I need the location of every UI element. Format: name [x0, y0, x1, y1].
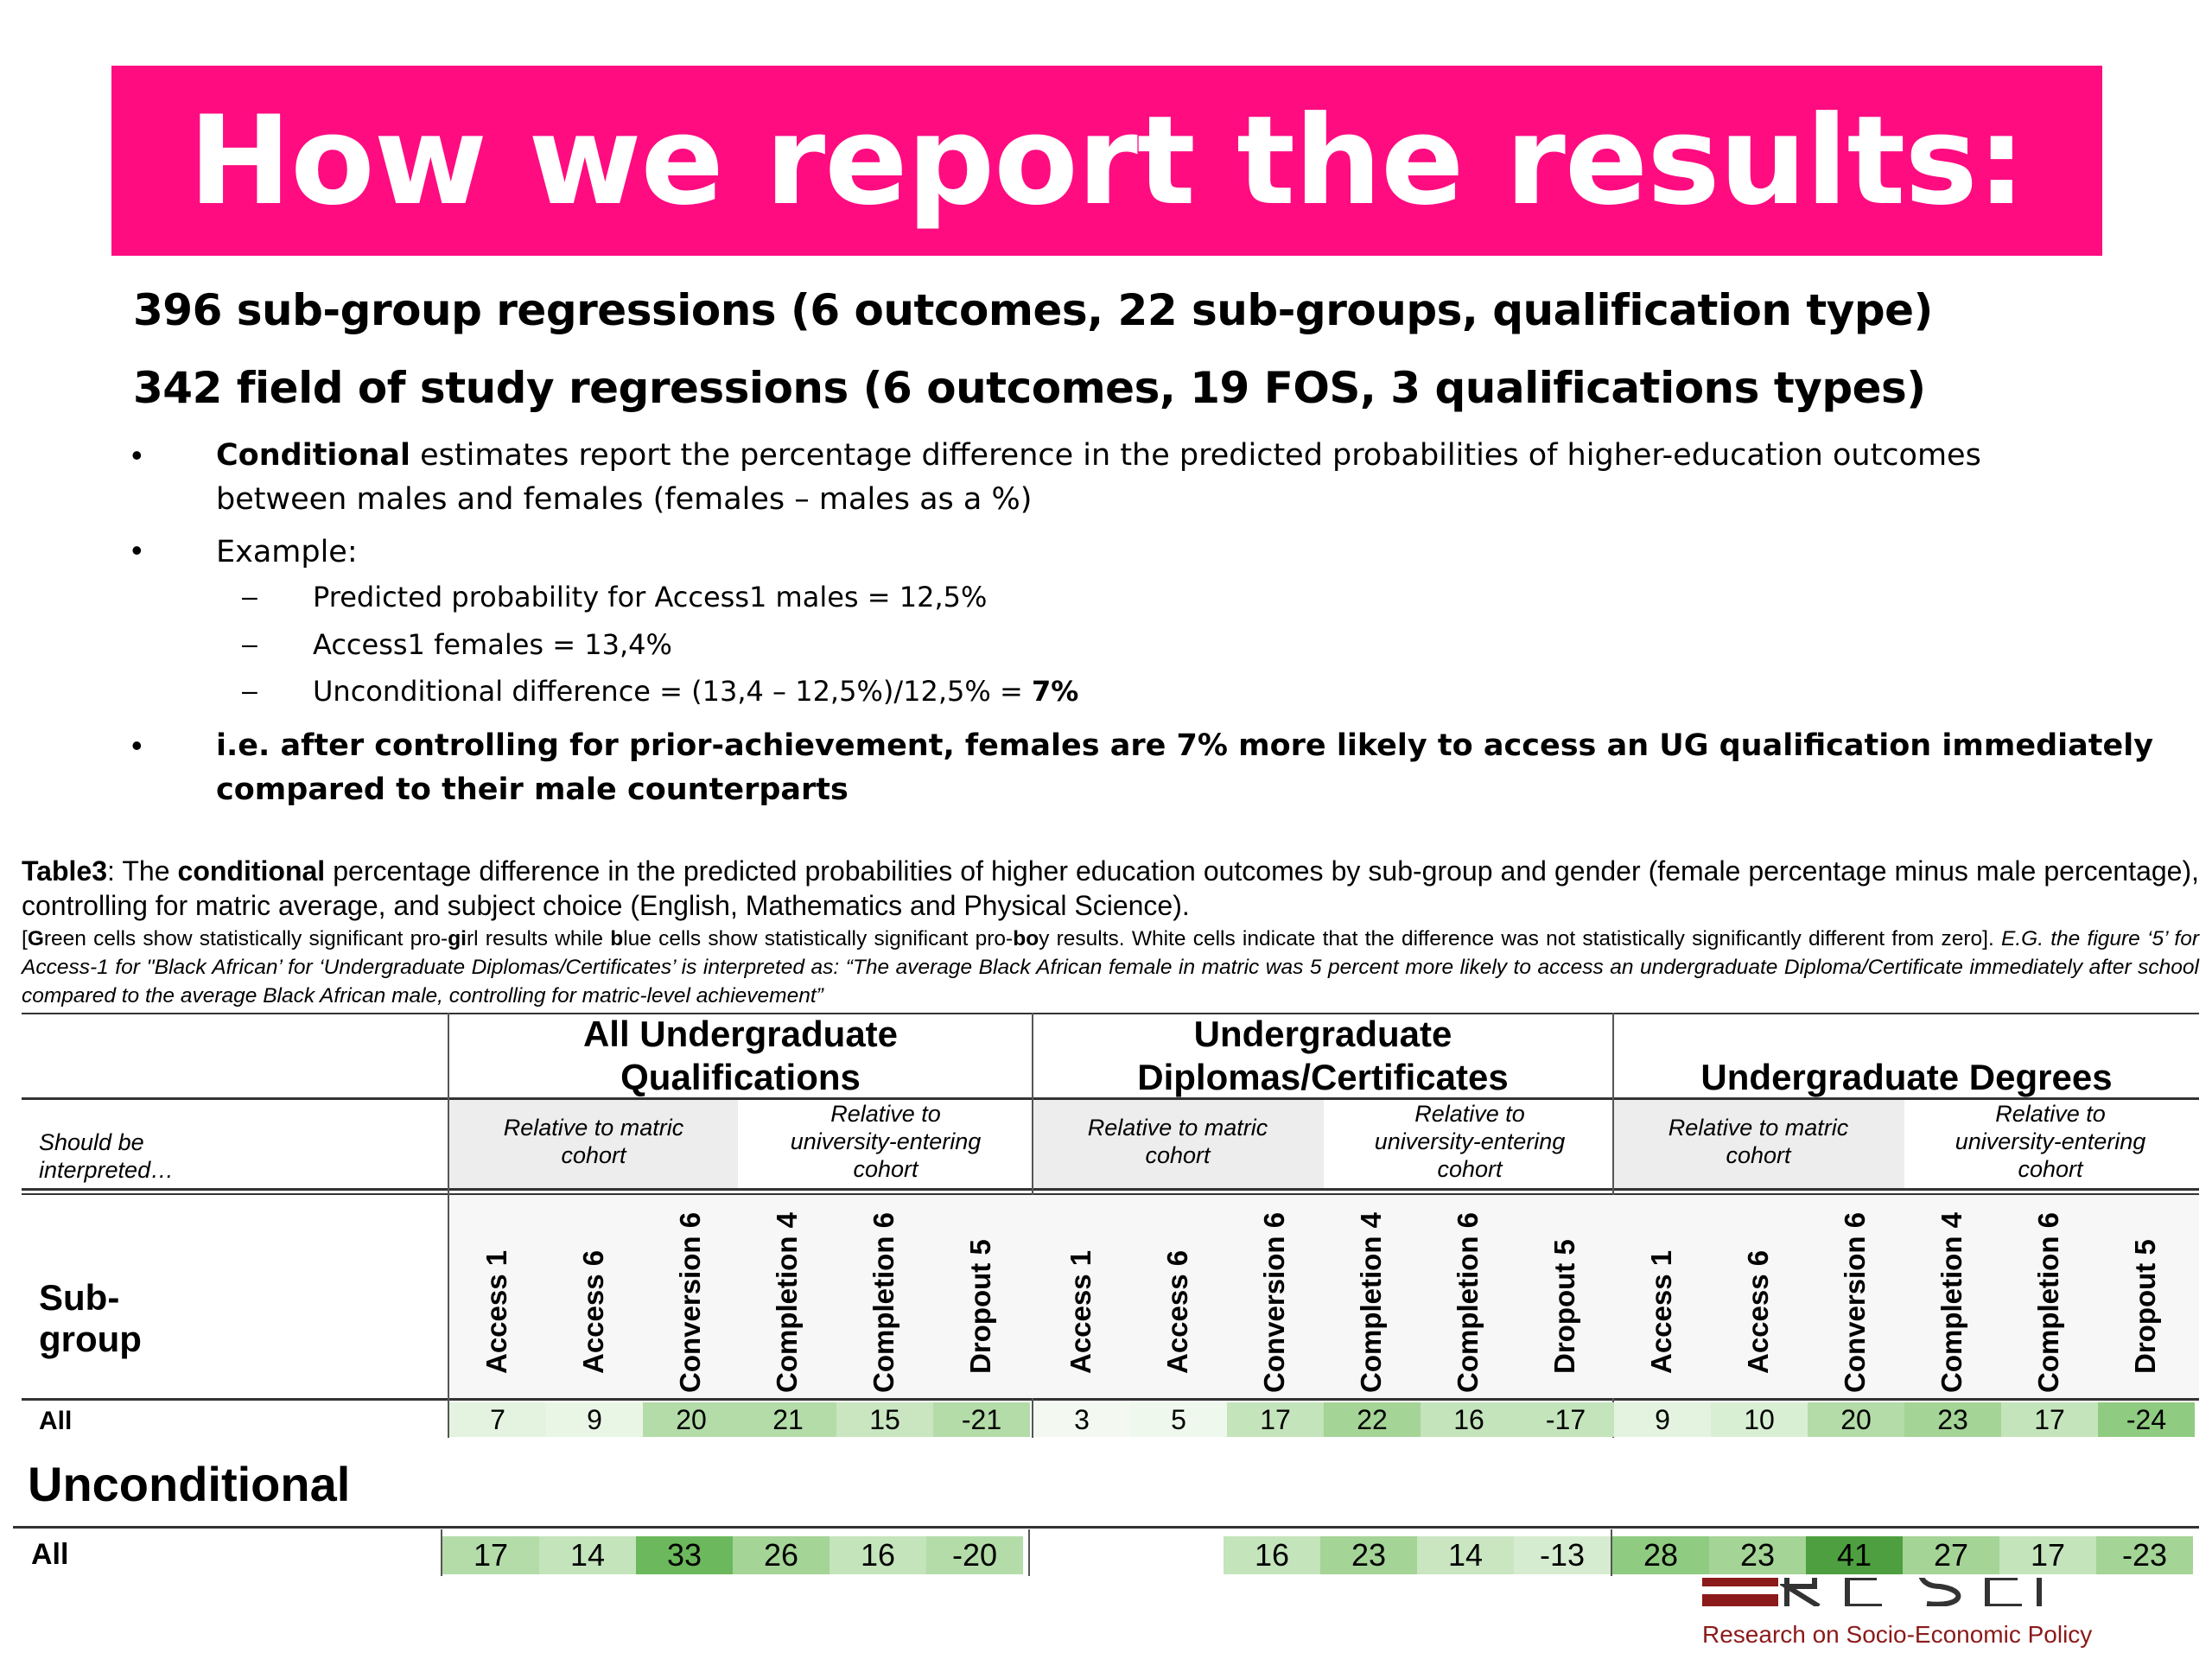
- unconditional-label: Unconditional: [28, 1457, 351, 1511]
- column-header: Completion 6: [868, 1211, 899, 1393]
- group-title-line: All Undergraduate: [582, 1014, 899, 1054]
- logo-bar: [1702, 1594, 1778, 1606]
- bullet-dot: •: [131, 532, 143, 568]
- interp-matric-line: cohort: [1726, 1142, 1791, 1168]
- unconditional-cell: 16: [1224, 1536, 1320, 1574]
- title-banner: [111, 66, 2102, 256]
- column-header: Access 1: [1065, 1249, 1096, 1374]
- note-bold: bo: [1013, 927, 1039, 950]
- unconditional-cell: 16: [830, 1536, 926, 1574]
- interp-university-line: cohort: [1437, 1156, 1503, 1182]
- caption-text-1: : The: [107, 855, 178, 887]
- unconditional-cell: [1127, 1536, 1224, 1574]
- column-header: Completion 4: [771, 1211, 803, 1393]
- column-header: Completion 4: [1936, 1211, 1967, 1393]
- unconditional-cell: 28: [1612, 1536, 1709, 1574]
- conditional-cell: 15: [836, 1402, 933, 1437]
- conditional-cell: -24: [2098, 1402, 2195, 1437]
- column-header: Dropout 5: [1548, 1239, 1580, 1374]
- unconditional-cell: 41: [1806, 1536, 1903, 1574]
- logo-tagline: Research on Socio-Economic Policy: [1702, 1621, 2093, 1648]
- interp-matric: [449, 1114, 738, 1169]
- interp-university-line: Relative to: [830, 1101, 941, 1127]
- bullet-conditional-text: estimates report the percentage difference in the predicted probabilities of higher-education outcomes: [410, 438, 1981, 473]
- group-title-line: Undergraduate: [1193, 1014, 1452, 1054]
- bullet-interpretation-line-2: compared to their male counterparts: [216, 772, 849, 807]
- column-header: Conversion 6: [1258, 1211, 1290, 1393]
- slide-title: How we report the results:: [188, 89, 2025, 232]
- sub-bullet-dash: –: [242, 581, 257, 612]
- conditional-cell: -21: [933, 1402, 1030, 1437]
- unconditional-cell: 14: [539, 1536, 636, 1574]
- sub-bullet-difference-text: Unconditional difference = (13,4 – 12,5%)/12,5% =: [313, 675, 1032, 708]
- bullet-conditional-bold: Conditional: [216, 438, 411, 473]
- note-bold: b: [610, 927, 624, 950]
- interp-label: Should be interpreted…: [39, 1129, 175, 1183]
- column-header: Access 6: [577, 1249, 609, 1374]
- table-rule: [22, 1188, 2199, 1191]
- table-note: [22, 925, 2199, 1010]
- group-title-line: Qualifications: [620, 1057, 861, 1097]
- sub-bullet-females: Access1 females = 13,4%: [313, 628, 672, 661]
- note-bold: G: [27, 927, 44, 950]
- bullet-interpretation-line-1: i.e. after controlling for prior-achievement, females are 7% more likely to access an UG qualification immediately: [216, 728, 2154, 763]
- sub-bullet-dash: –: [242, 675, 257, 706]
- column-header: Conversion 6: [674, 1211, 706, 1393]
- column-header: Dropout 5: [2129, 1239, 2161, 1374]
- bullet-conditional-text-2: between males and females (females – males as a %): [216, 482, 1033, 517]
- note-example: E.G. the figure ‘5’ for Access-1 for ''Black African’ for ‘Undergraduate Diplomas/Certificates’ is interpreted as: “The average Black African female in matric was 5 percent more likely to access an undergraduate Diploma/Certificate immediately after school compared to the average Black African male, controlling for matric-level achievement”: [22, 927, 2200, 1007]
- caption-label: Table3: [22, 855, 107, 887]
- interp-university: [740, 1100, 1032, 1183]
- subgroup-label: Sub-group: [39, 1277, 142, 1359]
- column-header: Completion 6: [1452, 1211, 1484, 1393]
- interp-university-line: university-entering: [1374, 1128, 1566, 1154]
- conditional-cell: 9: [1614, 1402, 1711, 1437]
- subhead-subgroup-regressions: 396 sub-group regressions (6 outcomes, 22 sub-groups, qualification type): [133, 285, 1933, 335]
- interp-matric-line: cohort: [1145, 1142, 1211, 1168]
- unconditional-cell: -20: [926, 1536, 1023, 1574]
- column-header: Completion 6: [2032, 1211, 2064, 1393]
- group-title-line: Undergraduate Degrees: [1700, 1057, 2113, 1097]
- unconditional-row-label: All: [31, 1538, 69, 1571]
- unconditional-cell: 14: [1417, 1536, 1514, 1574]
- bullet-dot: •: [131, 728, 143, 763]
- note-text: rl results while: [466, 927, 611, 950]
- logo-wordmark-clip: [1780, 1578, 2074, 1606]
- unconditional-cell: 17: [1999, 1536, 2096, 1574]
- conditional-cell: 16: [1421, 1402, 1517, 1437]
- group-title-all-ug: [449, 1013, 1032, 1099]
- conditional-cell: 17: [1227, 1402, 1324, 1437]
- conditional-cell: 7: [449, 1402, 546, 1437]
- interp-matric-line: cohort: [561, 1142, 626, 1168]
- note-text: reen cells show statistically significant pro-: [43, 927, 448, 950]
- unconditional-cell: 27: [1903, 1536, 1999, 1574]
- table-caption: [22, 854, 2199, 923]
- column-header: Access 1: [1645, 1249, 1677, 1374]
- unconditional-cell: 33: [636, 1536, 733, 1574]
- column-header: Access 6: [1161, 1249, 1193, 1374]
- interp-university-line: university-entering: [790, 1128, 982, 1154]
- interp-matric: [1614, 1114, 1903, 1169]
- unconditional-cell: -13: [1514, 1536, 1611, 1574]
- column-header: Conversion 6: [1839, 1211, 1871, 1393]
- subhead-fos-regressions: 342 field of study regressions (6 outcomes, 19 FOS, 3 qualifications types): [133, 363, 1926, 413]
- interp-university-line: university-entering: [1955, 1128, 2146, 1154]
- bullet-dot: •: [131, 437, 143, 473]
- unconditional-cell: 26: [733, 1536, 830, 1574]
- conditional-cell: 10: [1711, 1402, 1808, 1437]
- conditional-cell: 9: [546, 1402, 643, 1437]
- unconditional-cell: 23: [1320, 1536, 1417, 1574]
- bullet-conditional: [216, 434, 2186, 522]
- bullet-interpretation: [216, 724, 2203, 812]
- group-title-degrees: [1614, 1013, 2199, 1099]
- interp-matric: [1033, 1114, 1322, 1169]
- interp-matric-line: Relative to matric: [1087, 1115, 1268, 1141]
- conditional-cell: 5: [1130, 1402, 1227, 1437]
- interp-matric-line: Relative to matric: [1668, 1115, 1849, 1141]
- column-header: Access 6: [1742, 1249, 1774, 1374]
- note-text: y results. White cells indicate that the difference was not statistically significantly different from zero].: [1039, 927, 2001, 950]
- conditional-cell: -17: [1517, 1402, 1614, 1437]
- column-header: Dropout 5: [964, 1239, 996, 1374]
- sub-bullet-males: Predicted probability for Access1 males = 12,5%: [313, 581, 988, 613]
- unconditional-cell: 17: [442, 1536, 539, 1574]
- interp-university-line: cohort: [853, 1156, 918, 1182]
- conditional-cell: 23: [1904, 1402, 2001, 1437]
- interp-university-line: Relative to: [1995, 1101, 2106, 1127]
- note-text: lue cells show statistically significant pro-: [623, 927, 1014, 950]
- group-title-diplomas: [1033, 1013, 1612, 1099]
- sub-bullet-difference-value: 7%: [1031, 675, 1079, 708]
- interp-university-line: cohort: [2018, 1156, 2083, 1182]
- column-header: Access 1: [480, 1249, 512, 1374]
- caption-bold: conditional: [177, 855, 326, 887]
- logo-bar: [1702, 1578, 1778, 1586]
- note-bold: gi: [448, 927, 467, 950]
- sub-bullet-difference: [313, 675, 1078, 708]
- interp-university: [1904, 1100, 2196, 1183]
- column-header: Completion 4: [1355, 1211, 1387, 1393]
- conditional-cell: 20: [643, 1402, 740, 1437]
- conditional-cell: 17: [2001, 1402, 2098, 1437]
- bullet-example: Example:: [216, 535, 358, 569]
- conditional-cell: 21: [740, 1402, 836, 1437]
- interp-matric-line: Relative to matric: [503, 1115, 684, 1141]
- interp-university: [1324, 1100, 1616, 1183]
- unconditional-cell: -23: [2096, 1536, 2193, 1574]
- unconditional-cell: 23: [1709, 1536, 1806, 1574]
- logo-wordmark: [1780, 1578, 2074, 1606]
- conditional-cell: 3: [1033, 1402, 1130, 1437]
- unconditional-rule: [13, 1526, 2199, 1529]
- interp-university-line: Relative to: [1414, 1101, 1525, 1127]
- conditional-cell: 22: [1324, 1402, 1421, 1437]
- sub-bullet-dash: –: [242, 628, 257, 659]
- caption-text-2: percentage difference in the predicted probabilities of higher education outcomes by sub-group and gender (female percentage minus male percentage), controlling for matric average, and subject choice (English, Mathematics and Physical Science).: [22, 855, 2200, 921]
- group-title-line: Diplomas/Certificates: [1137, 1057, 1509, 1097]
- unconditional-cell: [1030, 1536, 1127, 1574]
- conditional-cell: 20: [1808, 1402, 1904, 1437]
- group-title-line: [1614, 1013, 2199, 1056]
- note-text: [: [22, 927, 28, 950]
- table-rule: [22, 1398, 2199, 1401]
- conditional-row-label: All: [39, 1407, 73, 1435]
